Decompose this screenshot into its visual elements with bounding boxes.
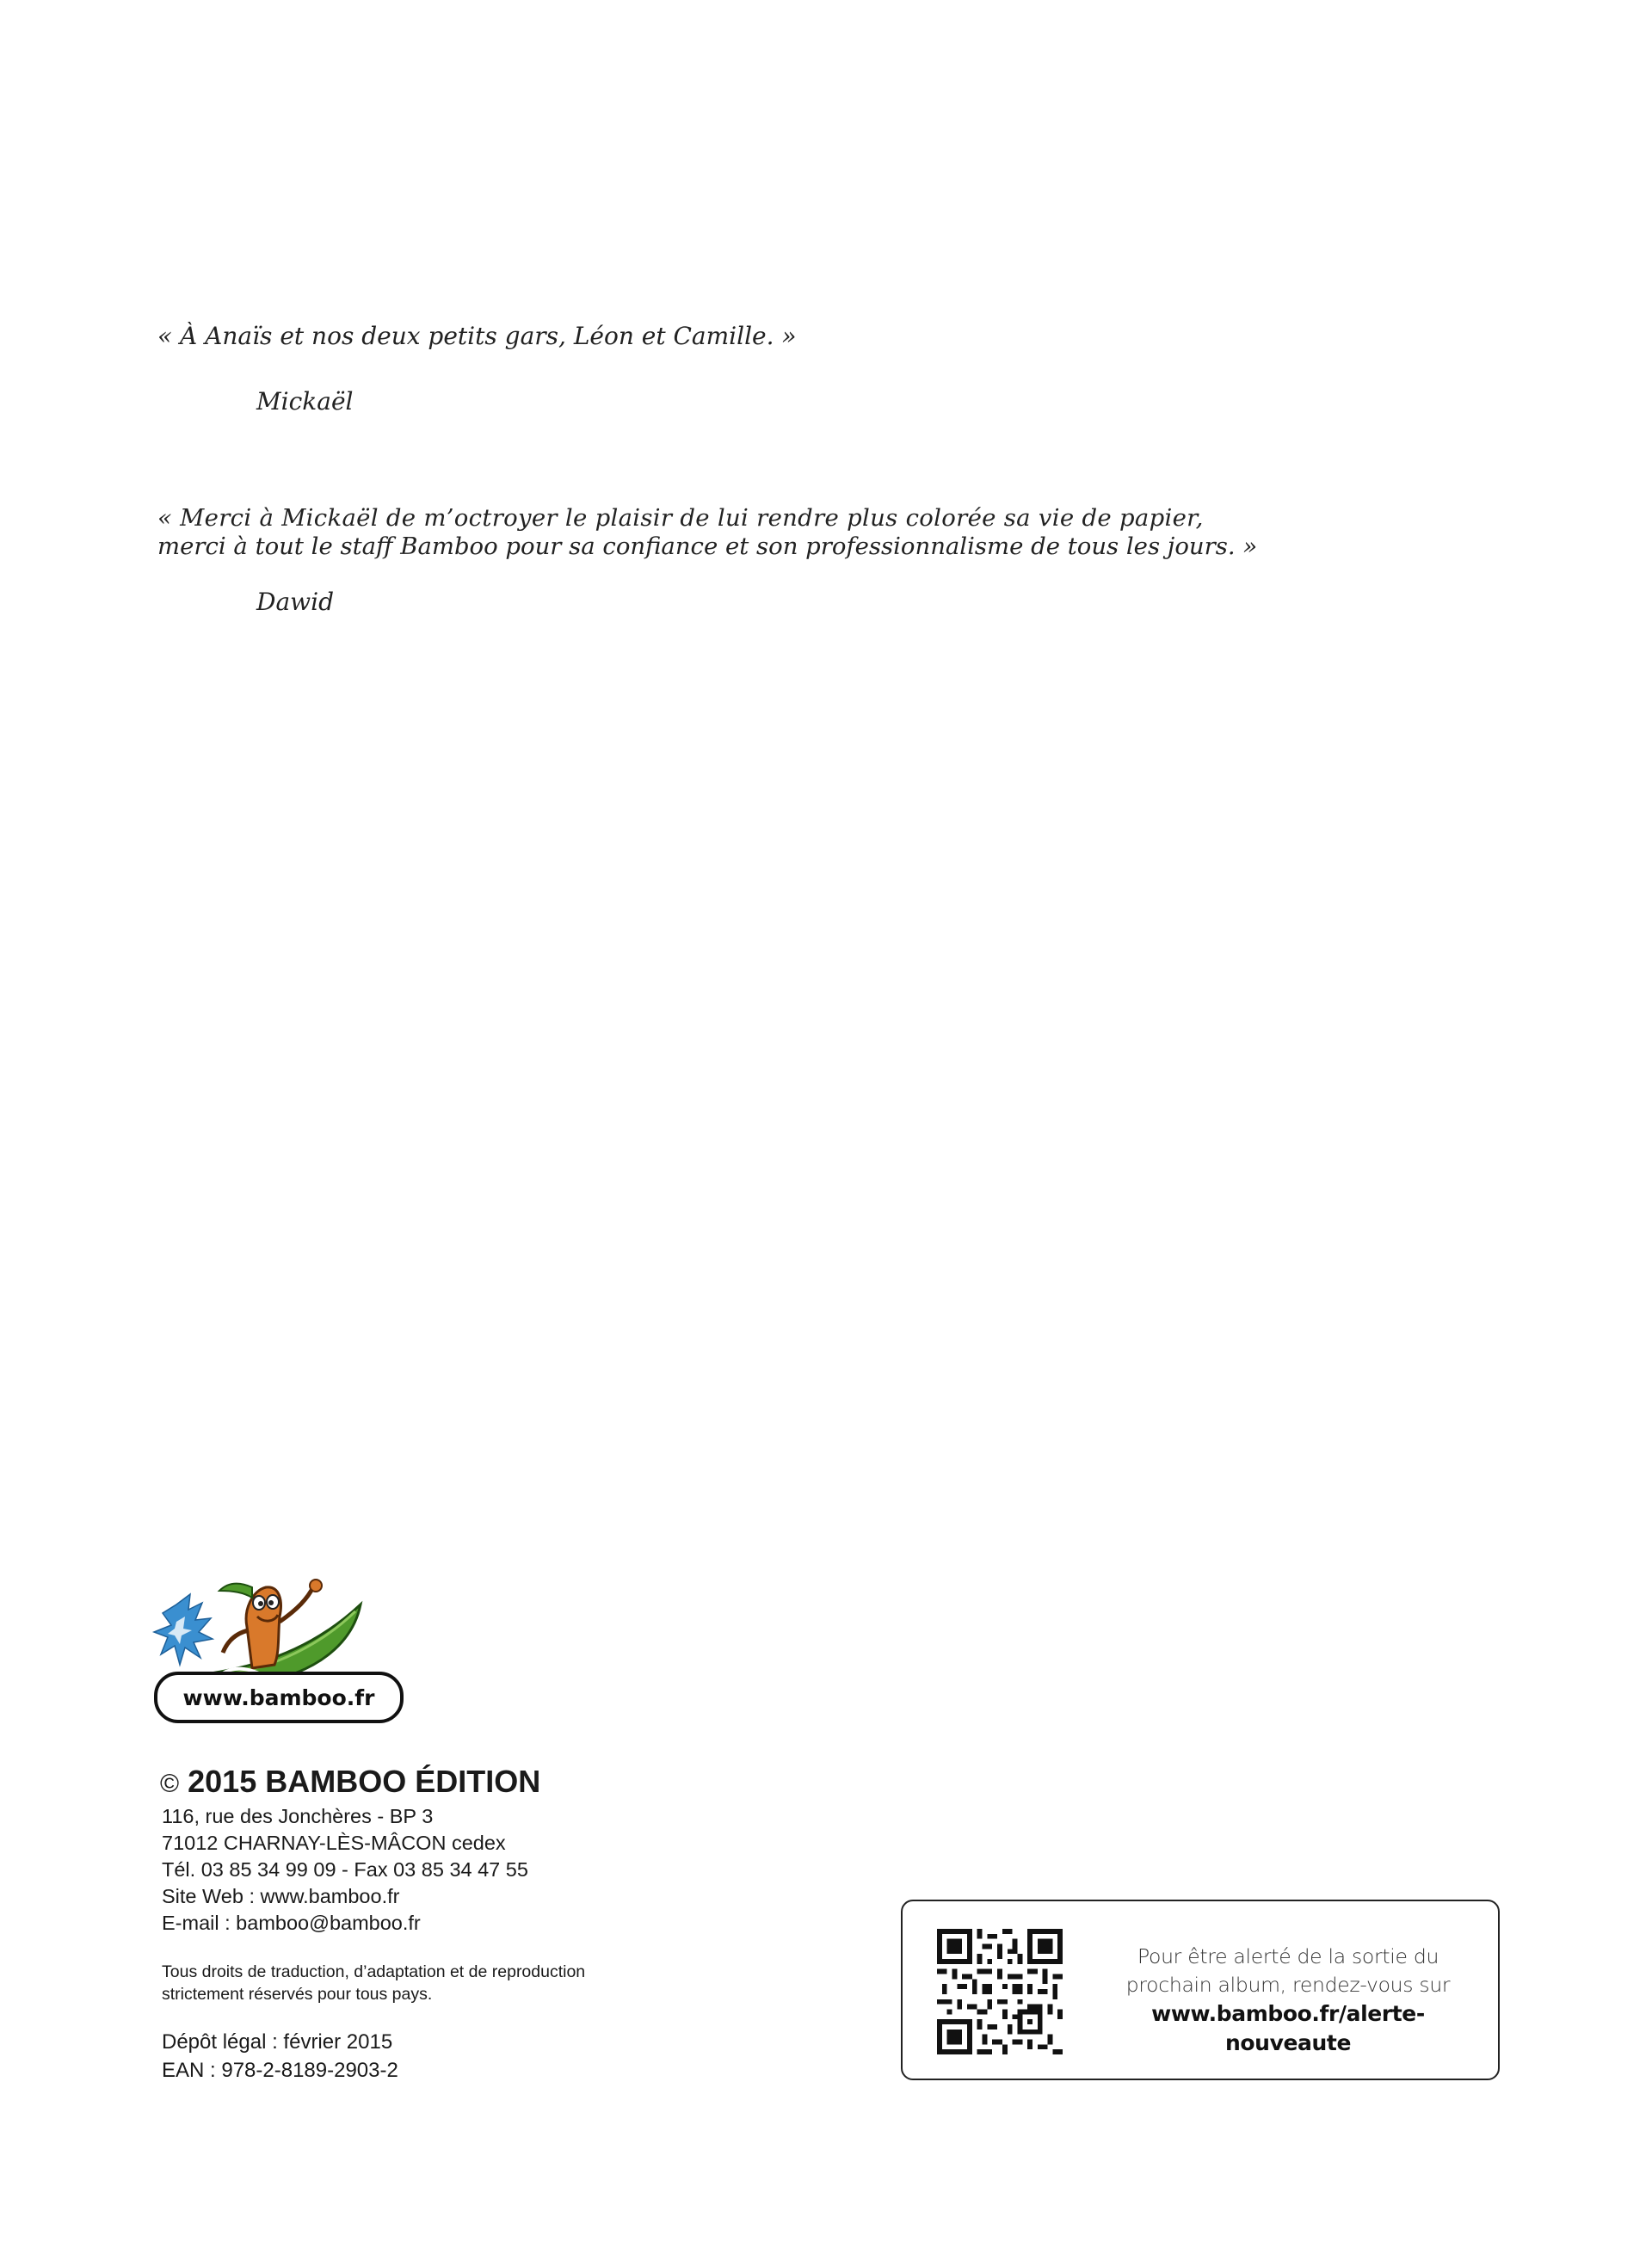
alert-line-1: Pour être alerté de la sortie du bbox=[1137, 1944, 1439, 1968]
address-line: 116, rue des Jonchères - BP 3 bbox=[162, 1805, 434, 1827]
dedication-second-line-1: « Merci à Mickaël de m’octroyer le plaisir de lui rendre plus colorée sa vie de papier, bbox=[157, 504, 1204, 532]
alert-message bbox=[1099, 1943, 1477, 2058]
legal-deposit: Dépôt légal : février 2015 bbox=[162, 2030, 393, 2054]
email-line[interactable]: E-mail : bamboo@bamboo.fr bbox=[162, 1912, 421, 1934]
copyright-symbol: © bbox=[160, 1770, 180, 1798]
dedication-second-signature: Dawid bbox=[256, 588, 334, 616]
publisher-address bbox=[162, 1803, 528, 1937]
dedication-second bbox=[157, 504, 1258, 561]
copyright-heading bbox=[160, 1764, 540, 1800]
copyright-text: 2015 BAMBOO ÉDITION bbox=[188, 1764, 541, 1799]
rights-notice bbox=[162, 1961, 585, 2005]
website-line[interactable]: Site Web : www.bamboo.fr bbox=[162, 1885, 400, 1907]
dedication-second-line-2: merci à tout le staff Bamboo pour sa confiance et son professionnalisme de tous les jours. » bbox=[157, 533, 1258, 560]
rights-line: Tous droits de traduction, d’adaptation et de reproduction bbox=[162, 1962, 586, 1981]
alert-line-2: prochain album, rendez-vous sur bbox=[1125, 1973, 1451, 1997]
dedication-first: « À Anaïs et nos deux petits gars, Léon et Camille. » bbox=[157, 322, 797, 350]
new-release-alert-box bbox=[901, 1900, 1500, 2080]
dedication-first-signature: Mickaël bbox=[256, 387, 354, 416]
logo-url: www.bamboo.fr bbox=[154, 1672, 404, 1723]
address-line: 71012 CHARNAY-LÈS-MÂCON cedex bbox=[162, 1832, 506, 1854]
bamboo-logo[interactable] bbox=[151, 1579, 417, 1734]
qr-code-icon[interactable] bbox=[937, 1929, 1063, 2054]
alert-url-link[interactable]: www.bamboo.fr/alerte-nouveaute bbox=[1151, 2001, 1425, 2055]
rights-line: strictement réservés pour tous pays. bbox=[162, 1985, 433, 2004]
phone-fax-line: Tél. 03 85 34 99 09 - Fax 03 85 34 47 55 bbox=[162, 1858, 528, 1881]
legal-info bbox=[162, 2028, 398, 2085]
ean-code: EAN : 978-2-8189-2903-2 bbox=[162, 2059, 398, 2082]
